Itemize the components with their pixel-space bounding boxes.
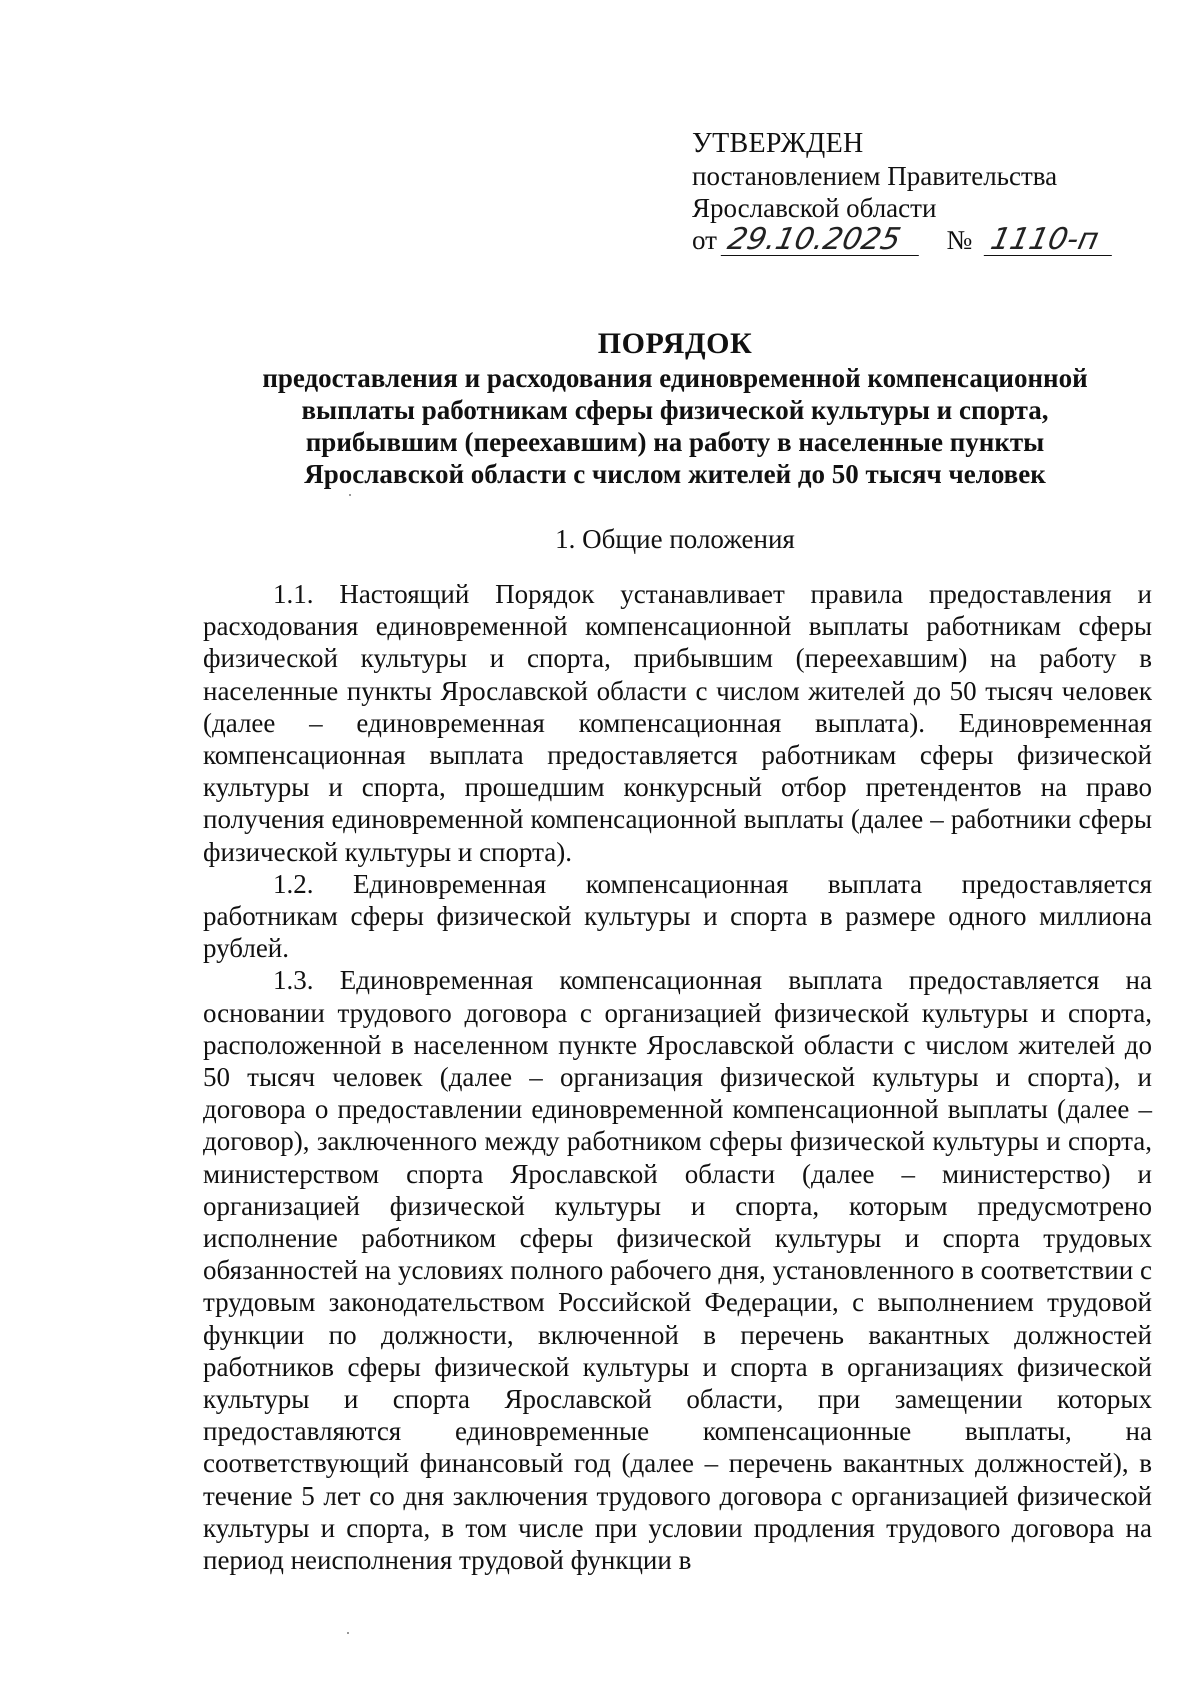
- number-prefix: №: [946, 225, 973, 255]
- approval-date-number-line: [692, 224, 1132, 258]
- handwritten-number: 1110-п: [984, 225, 1119, 256]
- paragraph-1-3: 1.3. Единовременная компенсационная выплата предоставляется на основании трудового договора с организацией физической культуры и спорта, расположенной в населенном пункте Ярославской области с числом жителей до 50 тысяч человек (далее – организация физической культуры и спорта), и договора о предоставлении единовременной компенсационной выплаты (далее – договор), заключенного между работником сферы физической культуры и спорта, министерством спорта Ярославской области (далее – министерство) и организацией физической культуры и спорта, которым предусмотрено исполнение работником сферы физической культуры и спорта трудовых обязанностей на условиях полного рабочего дня, установленного в соответствии с трудовым законодательством Российской Федерации, с выполнением трудовой функции по должности, включенной в перечень вакантных должностей работников сферы физической культуры и спорта в организациях физической культуры и спорта Ярославской области, при замещении которых предоставляются единовременные компенсационные выплаты, на соответствующий финансовый год (далее – перечень вакантных должностей), в течение 5 лет со дня заключения трудового договора с организацией физической культуры и спорта, в том числе при условии продления трудового договора на период неисполнения трудовой функции в: [203, 965, 1152, 1576]
- subtitle-line-1: предоставления и расходования единовременной компенсационной: [262, 363, 1088, 393]
- scan-speck: [349, 494, 351, 496]
- section-heading: 1. Общие положения: [555, 524, 795, 554]
- approval-line-1: постановлением Правительства: [692, 161, 1058, 191]
- approval-block: [692, 128, 1132, 258]
- document-subtitle: [180, 362, 1170, 490]
- document-title-block: [180, 326, 1170, 490]
- subtitle-line-3: прибывшим (переехавшим) на работу в населенные пункты: [305, 427, 1045, 457]
- document-body: [203, 578, 1152, 1576]
- scan-speck: [347, 1632, 349, 1634]
- subtitle-line-4: Ярославской области с числом жителей до 50 тысяч человек: [304, 459, 1046, 489]
- approval-line-2: Ярославской области: [692, 193, 937, 223]
- paragraph-1-2: 1.2. Единовременная компенсационная выплата предоставляется работникам сферы физической культуры и спорта в размере одного миллиона рублей.: [203, 868, 1152, 964]
- approval-heading: УТВЕРЖДЕН: [692, 128, 864, 159]
- document-title: ПОРЯДОК: [597, 327, 753, 360]
- handwritten-date: 29.10.2025: [720, 225, 925, 256]
- date-prefix: от: [692, 225, 717, 255]
- subtitle-line-2: выплаты работникам сферы физической культуры и спорта,: [301, 395, 1049, 425]
- paragraph-1-1: 1.1. Настоящий Порядок устанавливает правила предоставления и расходования единовременной компенсационной выплаты работникам сферы физической культуры и спорта, прибывшим (переехавшим) на работу в населенные пункты Ярославской области с числом жителей до 50 тысяч человек (далее – единовременная компенсационная выплата). Единовременная компенсационная выплата предоставляется работникам сферы физической культуры и спорта, прошедшим конкурсный отбор претендентов на право получения единовременной компенсационной выплаты (далее – работники сферы физической культуры и спорта).: [203, 579, 1152, 867]
